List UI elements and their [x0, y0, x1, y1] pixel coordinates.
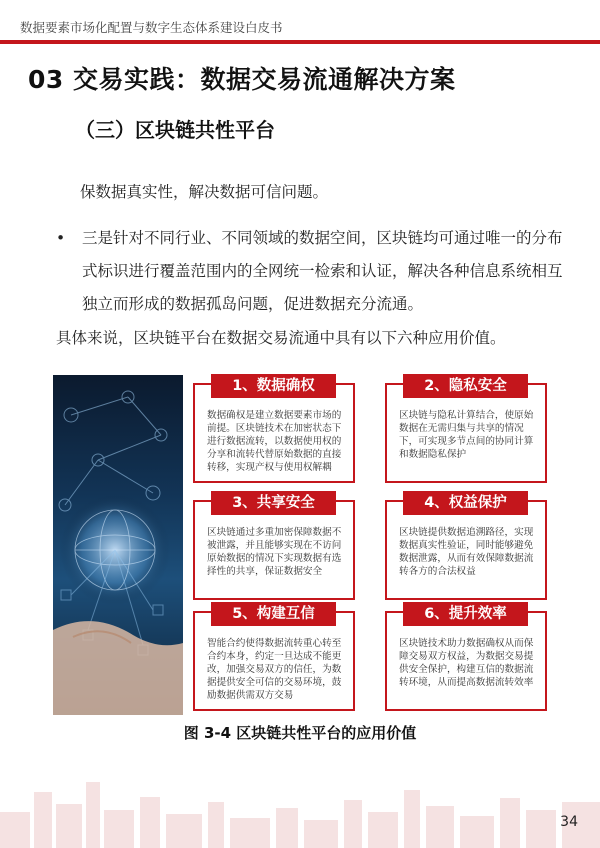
card-title: 2、隐私安全 [403, 374, 528, 398]
bullet-item [56, 222, 566, 321]
card-text: 数据确权是建立数据要素市场的前提。区块链技术在加密状态下进行数据流转，以数据使用权的分享和流转代替原始数据的直接转移，实现产权与使用权解耦 [207, 410, 342, 473]
card-privacy-security [385, 378, 547, 483]
card-text: 区块链与隐私计算结合，使原始数据在无需归集与共享的情况下，可实现多节点间的协同计算和数据隐私保护 [399, 410, 534, 460]
header-divider [0, 40, 600, 44]
subsection-title: （三）区块链共性平台 [75, 118, 275, 142]
card-rights-protection [385, 495, 547, 600]
blockchain-hand-globe-image [53, 375, 183, 715]
figure-application-value [53, 375, 553, 715]
card-title: 6、提升效率 [403, 602, 528, 626]
document-header: 数据要素市场化配置与数字生态体系建设白皮书 [20, 20, 283, 35]
card-title: 4、权益保护 [403, 491, 528, 515]
card-title: 1、数据确权 [211, 374, 336, 398]
card-title: 5、构建互信 [211, 602, 336, 626]
bullet-dot-icon: • [56, 229, 66, 247]
card-text: 区块链提供数据追溯路径，实现数据真实性验证，同时能够避免数据泄露，从而有效保障数据流转各方的合法权益 [399, 527, 534, 577]
card-title: 3、共享安全 [211, 491, 336, 515]
figure-caption: 图 3-4 区块链共性平台的应用价值 [183, 724, 417, 742]
card-text: 智能合约使得数据流转重心转至合约本身，约定一旦达成不能更改，加强交易双方的信任，为数据提供安全可信的交易环境，鼓励数据供需双方交易 [207, 638, 342, 701]
card-sharing-security [193, 495, 355, 600]
card-build-trust [193, 606, 355, 711]
page-number: 34 [560, 814, 578, 830]
skyline-decoration [0, 752, 600, 848]
card-text: 区块链技术助力数据确权从而保障交易双方权益，为数据交易提供安全保护，构建互信的数据流转环境，从而提高数据流转效率 [399, 638, 534, 688]
card-improve-efficiency [385, 606, 547, 711]
paragraph-summary: 具体来说，区块链平台在数据交易流通中具有以下六种应用价值。 [56, 329, 506, 347]
card-data-ownership [193, 378, 355, 483]
section-title: 03 交易实践：数据交易流通解决方案 [28, 65, 456, 94]
card-text: 区块链通过多重加密保障数据不被泄露，并且能够实现在不访问原始数据的情况下实现数据有选择性的共享，保证数据安全 [207, 527, 342, 577]
bullet-text: 三是针对不同行业、不同领域的数据空间，区块链均可通过唯一的分布式标识进行覆盖范围内的全网统一检索和认证，解决各种信息系统相互独立而形成的数据孤岛问题，促进数据充分流通。 [82, 229, 563, 313]
paragraph-intro: 保数据真实性，解决数据可信问题。 [80, 183, 329, 201]
